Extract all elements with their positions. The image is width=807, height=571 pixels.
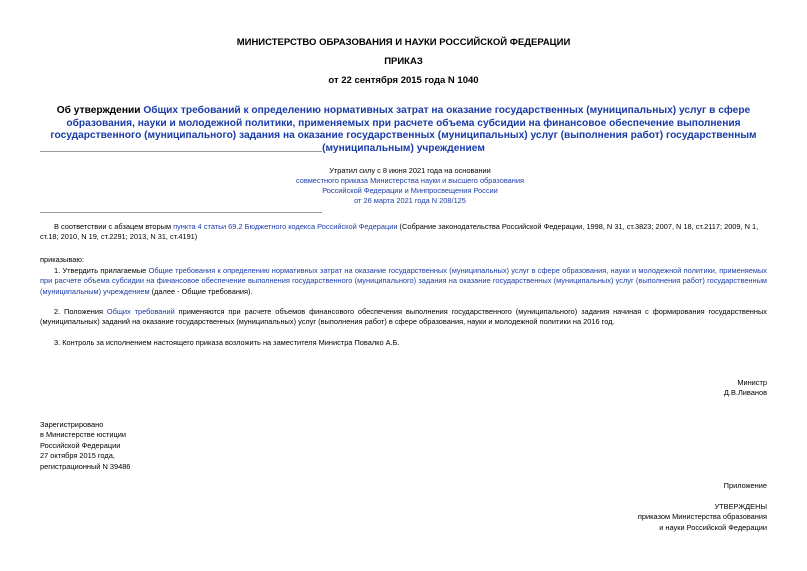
status-note-link-line2[interactable]: совместного приказа Министерства науки и высшего образования <box>295 176 525 185</box>
appendix-and-science: и науки Российской Федерации <box>659 522 767 532</box>
item1-start: 1. Утвердить прилагаемые <box>54 266 149 275</box>
order-item-1 <box>40 266 767 297</box>
registration-line4: 27 октября 2015 года, <box>40 451 115 461</box>
appendix-by-order: приказом Министерства образования <box>637 512 767 522</box>
registration-line1: Зарегистрировано <box>40 420 104 429</box>
signature-name: Д.В.Ливанов <box>723 388 767 398</box>
appendix-approved: УТВЕРЖДЕНЫ <box>714 502 767 511</box>
general-requirements-ref-link[interactable]: Общих требований <box>106 307 175 316</box>
order-item-3: 3. Контроль за исполнением настоящего приказа возложить на заместителя Министра Повалко А.Б. <box>54 338 400 347</box>
preamble-start: В соответствии с абзацем вторым <box>54 222 174 231</box>
title-link[interactable]: Общих требований к определению нормативных затрат на оказание государственных (муниципальных) услуг в сфере образования, науки и молодежной политики, применяемых при расчете объема субсидии на финансовое обеспечение выполнения государственного (муниципального) задания на оказание государственных (муниципальных) услуг (выполнения работ) государственным (муниципальным) учреждением <box>50 105 757 154</box>
item2-end: применяются при расчете объемов финансового обеспечения выполнения государственного (муниципального) задания начиная с формирования государственных (муниципальных) заданий на оказание государственных (муниципальных) услуг (выполнения работ) в сфере образования, науки и молодежной политики на 2016 год. <box>40 307 767 327</box>
order-word: приказываю: <box>40 255 84 264</box>
registration-block <box>40 420 340 472</box>
item2-start: 2. Положения <box>54 307 107 316</box>
appendix-label: Приложение <box>723 481 767 490</box>
status-note-link-line4[interactable]: от 26 марта 2021 года N 208/125 <box>354 196 466 205</box>
document-type: ПРИКАЗ <box>384 56 423 67</box>
budget-code-link[interactable]: пункта 4 статьи 69.2 Бюджетного кодекса Российской Федерации <box>173 222 398 231</box>
document-title <box>40 105 767 155</box>
appendix-approval <box>500 502 767 533</box>
signature-position: Министр <box>737 378 767 387</box>
preamble-paragraph <box>40 222 767 243</box>
ministry-heading: МИНИСТЕРСТВО ОБРАЗОВАНИЯ И НАУКИ РОССИЙСКОЙ ФЕДЕРАЦИИ <box>236 37 571 48</box>
document-date-number: от 22 сентября 2015 года N 1040 <box>328 75 479 86</box>
preamble-end: (Собрание законодательства Российской Федерации, 1998, N 31, ст.3823; 2007, N 18, ст.2117; 2009, N 1, ст.18; 2010, N 19, ст.2291; 2013, N 31, ст.4191) <box>40 222 759 242</box>
title-prefix: Об утверждении <box>56 105 144 116</box>
registration-line3: Российской Федерации <box>40 440 121 450</box>
status-note-link-line3[interactable]: Российской Федерации и Минпросвещения России <box>322 186 498 195</box>
general-requirements-link[interactable]: Общие требования к определению нормативных затрат на оказание государственных (муниципальных) услуг в сфере образования, науки и молодежной политики, применяемых при расчете объема субсидии на финансовое обеспечение выполнения государственного (муниципального) задания на оказание государственных (муниципальных) услуг (выполнения работ) государственным (муниципальным) учреждением <box>40 266 767 296</box>
divider-top <box>40 151 322 152</box>
divider-bottom <box>40 212 322 213</box>
order-item-2 <box>40 307 767 328</box>
registration-line5: регистрационный N 39486 <box>40 461 131 471</box>
status-note <box>260 166 560 206</box>
registration-line2: в Министерстве юстиции <box>40 430 127 440</box>
signature-block <box>500 378 767 399</box>
status-note-line1: Утратил силу с 8 июня 2021 года на основании <box>329 166 491 175</box>
item1-end: (далее - Общие требования). <box>149 286 253 296</box>
